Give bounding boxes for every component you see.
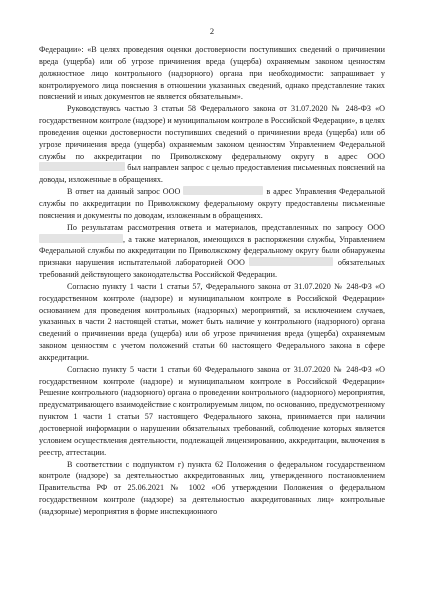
paragraph-3	[39, 186, 385, 222]
redacted-company-name	[39, 162, 125, 171]
paragraph-2	[39, 103, 385, 186]
paragraph-7: В соответствии с подпунктом г) пункта 62 Положения о федеральном государственном контроле (надзоре) за деятельностью аккредитованных лиц, утвержденного постановлением Правительства РФ от 25.06.2021 № 1002 «Об утверждении Положения о федеральном государственном контроле (надзоре) за деятельностью аккредитованных лиц» контрольные (надзорные) мероприятия в форме инспекционного	[39, 459, 385, 516]
redacted-company-name	[183, 186, 263, 195]
paragraph-4-part-1: По результатам рассмотрения ответа и материалов, представленных по запросу ООО	[67, 222, 385, 232]
redacted-company-name	[249, 257, 333, 266]
paragraph-3-part-2: в адрес Управления Федеральной службы по аккредитации по Приволжскому федеральному округу предоставлены письменные пояснения и документы по доводам, изложенным в обращениях.	[39, 187, 386, 220]
paragraph-2-part-1: Руководствуясь частью 3 статьи 58 Федерального закона от 31.07.2020 № 248-ФЗ «О государственном контроле (надзоре) и муниципальном контроле в Российской Федерации», в целях проведения оценки достоверности поступивших сведений о причинении вреда (ущерба) или об угрозе причинения вреда (ущерба) охраняемым законом ценностям Управлением Федеральной службы по аккредитации по Приволжскому федеральному округу в адрес ООО	[39, 104, 386, 161]
paragraph-4	[39, 222, 385, 281]
paragraph-4-part-2: , а также материалов, имеющихся в распоряжении службы, Управлением Федеральной службы по аккредитации по Приволжскому федеральному округу были обнаружены признаки нарушения испытательной лабораторией ООО	[39, 234, 385, 268]
paragraph-2-part-2: был направлен запрос с целью предоставления письменных пояснений на доводы, изложенные в обращениях.	[39, 163, 386, 185]
paragraph-1: Федерации»: «В целях проведения оценки достоверности поступивших сведений о причинении вреда (ущерба) или об угрозе причинения вреда (ущерба) охраняемым законом ценностям должностное лицо контрольного (надзорного) органа при необходимости: запрашивает у контролируемого лица пояснения в отношении указанных сведений, однако представление таких пояснений и иных документов не является обязательным».	[39, 45, 385, 102]
paragraph-5: Согласно пункту 1 части 1 статьи 57, Федерального закона от 31.07.2020 № 248-ФЗ «О государственном контроле (надзоре) и муниципальном контроле в Российской Федерации» основанием для проведения контрольных (надзорных) мероприятий, за исключением случаев, указанных в части 2 настоящей статьи, может быть наличие у контрольного (надзорного) органа сведений о причинении вреда (ущерба) или об угрозе причинения вреда (ущерба) охраняемым законом ценностям с учетом положений статьи 60 настоящего Федерального закона в сфере аккредитации.	[39, 281, 385, 362]
document-body	[39, 44, 385, 518]
page-number: 2	[209, 26, 215, 36]
paragraph-4-part-3: обязательных требований действующего законодательства Российской Федерации.	[39, 258, 386, 280]
paragraph-3-part-1: В ответ на данный запрос ООО	[67, 187, 181, 197]
paragraph-6: Согласно пункту 5 части 1 статьи 60 Федерального закона от 31.07.2020 № 248-ФЗ «О государственном контроле (надзоре) и муниципальном контроле в Российской Федерации» Решение контрольного (надзорного) органа о проведении контрольного (надзорного) мероприятия, предусматривающего взаимодействие с контролируемым лицом, по основанию, предусмотренному пунктом 1 части 1 статьи 57 настоящего Федерального закона, принимается при наличии достоверной информации о нарушении обязательных требований, соблюдение которых является условием осуществления деятельности, подлежащей лицензированию, аккредитации, включения в реестр, аттестации.	[39, 364, 385, 457]
redacted-company-name	[39, 234, 123, 243]
